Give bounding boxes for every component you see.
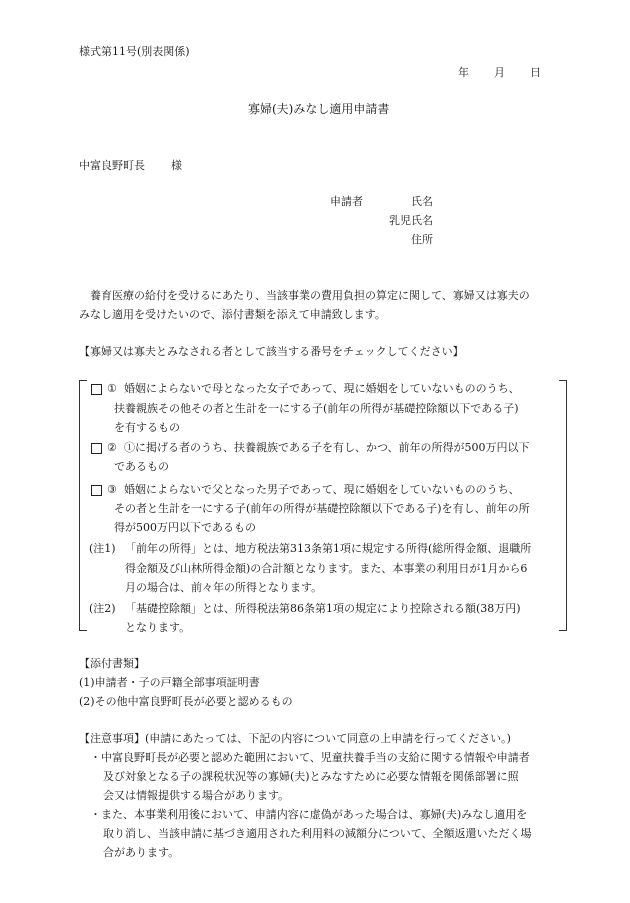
address-label: 住所: [411, 233, 433, 246]
option-3-line-1: 婚姻によらないで父となった男子であって、現に婚姻をしていないもののうち、: [124, 483, 520, 496]
caution-1-line-1: ・中富良野町長が必要と認めた範囲において、児童扶養手当の支給に関する情報や申請者: [90, 751, 530, 764]
caution-1-line-2: 及び対象となる子の課税状況等の寡婦(夫)とみなすために必要な情報を関係部署に照: [103, 770, 519, 783]
form-number: 様式第11号(別表関係): [79, 45, 190, 58]
note-2-line-1: 「基礎控除額」とは、所得税法第86条第1項の規定により控除される額(38万円): [125, 602, 521, 615]
note-2-line-2: となります。: [125, 621, 191, 634]
caution-2-line-2: 取り消し、当該申請に基づき適用された利用料の減額分について、全額返還いただく場: [103, 827, 532, 840]
option-2-line-1: ①に掲げる者のうち、扶養親族である子を有し、かつ、前年の所得が500万円以下: [124, 441, 530, 454]
caution-1-line-3: 会又は情報提供する場合があります。: [103, 789, 290, 802]
note-1-line-2: 得金額及び山林所得金額)の合計額となります。また、本事業の利用日が1月から6: [125, 562, 528, 575]
option-2-checkbox[interactable]: [91, 443, 102, 454]
option-1-number: ①: [107, 382, 117, 395]
option-1-line-2: 扶養親族その他その者と生計を一にする子(前年の所得が基礎控除額以下である子): [114, 402, 519, 415]
bracket-left: [79, 380, 87, 631]
option-1-line-1: 婚姻によらないで母となった女子であって、現に婚姻をしていないもののうち、: [124, 382, 520, 395]
note-2-label: (注2): [89, 602, 116, 615]
bracket-right: [559, 380, 567, 631]
addressee-honorific: 様: [171, 159, 182, 172]
option-3-line-2: その者と生計を一にする子(前年の所得が基礎控除額以下である子)を有し、前年の所: [114, 502, 530, 515]
note-1-line-3: 月の場合は、前々年の所得となります。: [125, 581, 323, 594]
caution-2-line-3: 合があります。: [103, 846, 180, 859]
caution-2-line-1: ・また、本事業利用後において、申請内容に虚偽があった場合は、寡婦(夫)みなし適用を: [90, 808, 528, 821]
option-3-number: ③: [107, 483, 117, 496]
option-3-line-3: 得が500万円以下であるもの: [114, 521, 256, 534]
date-month-label: 月: [494, 66, 505, 79]
intro-line-1: 養育医療の給付を受けるにあたり、当該事業の費用負担の算定に関して、寡婦又は寡夫の: [90, 289, 530, 302]
option-1-line-3: を有するもの: [114, 421, 180, 434]
cautions-heading: 【注意事項】(申請にあたっては、下記の内容について同意の上申請を行ってください。): [79, 732, 511, 745]
option-2-number: ②: [107, 441, 117, 454]
note-1-label: (注1): [89, 542, 116, 555]
option-3-checkbox[interactable]: [91, 485, 102, 496]
check-heading: 【寡婦又は寡夫とみなされる者として該当する番号をチェックしてください】: [79, 345, 464, 358]
date-day-label: 日: [530, 66, 541, 79]
child-name-label: 乳児氏名: [389, 214, 433, 227]
attachment-item-1: (1)申請者・子の戸籍全部事項証明書: [79, 676, 260, 689]
attachment-item-2: (2)その他中富良野町長が必要と認めるもの: [79, 695, 293, 708]
attachments-heading: 【添付書類】: [79, 657, 145, 670]
note-1-line-1: 「前年の所得」とは、地方税法第313条第1項に規定する所得(総所得金額、退職所: [125, 542, 532, 555]
applicant-name-label: 氏名: [411, 195, 433, 208]
option-2-line-2: であるもの: [114, 460, 169, 473]
intro-line-2: みなし適用を受けたいので、添付書類を添えて申請致します。: [79, 308, 386, 321]
document-title: 寡婦(夫)みなし適用申請書: [248, 102, 390, 116]
date-year-label: 年: [458, 66, 469, 79]
option-1-checkbox[interactable]: [91, 384, 102, 395]
applicant-label: 申請者: [330, 195, 363, 208]
addressee-name: 中富良野町長: [79, 159, 145, 172]
